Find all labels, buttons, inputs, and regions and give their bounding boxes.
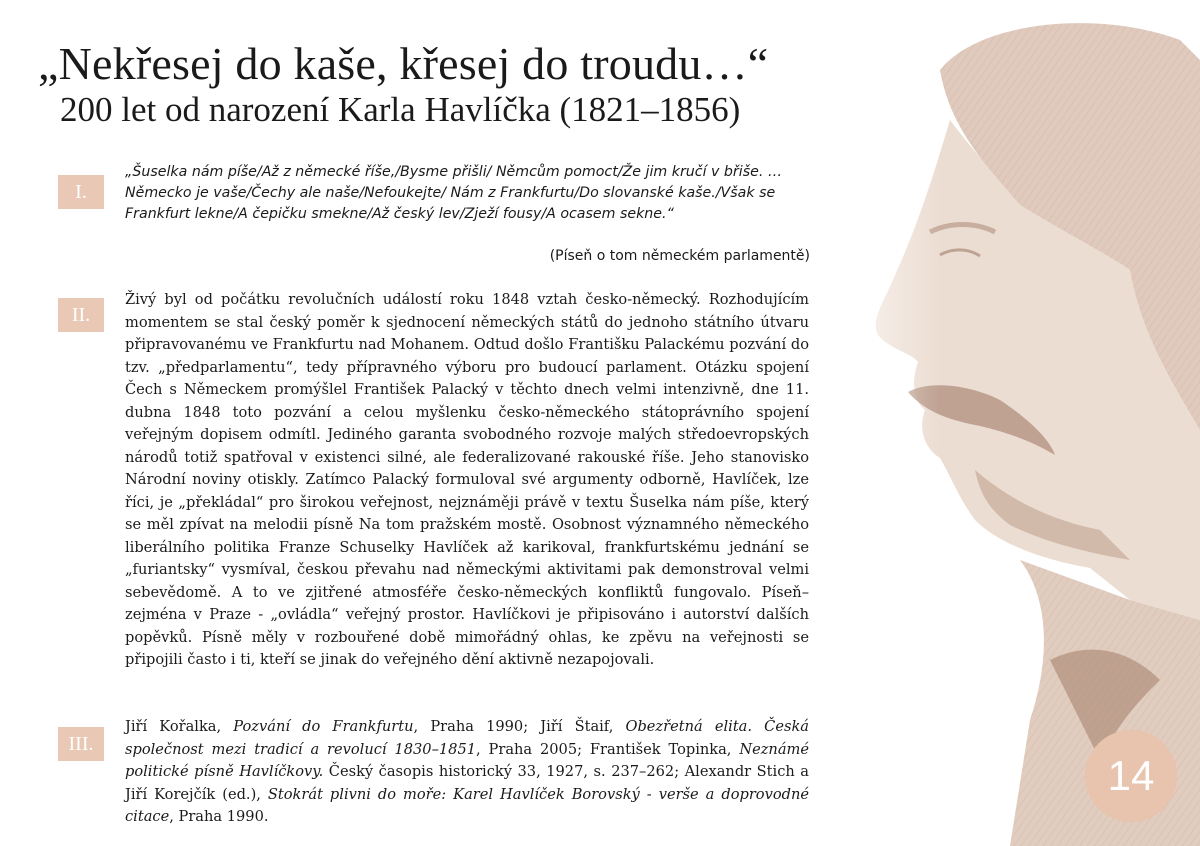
bibliography [125, 716, 809, 829]
ref-part-italic: Pozvání do Frankfurtu [233, 718, 414, 735]
section-numeral-3: III. [58, 727, 104, 761]
song-quote: „Šuselka nám píše/Až z německé říše,/Bysme přišli/ Němcům pomoct/Že jim kručí v břiše. … Německo je vaše/Čechy ale naše/Nefoukejte/ Nám z Frankfurtu/Do slovanské kaše./Však se Frankfurt lekne/A čepičku smekne/Až český lev/Zježí fousy/A ocasem sekne.“ [125, 164, 783, 222]
ref-part-italic: Stokrát plivni do moře: Karel Havlíček Borovský - verše a doprovodné citace [125, 785, 810, 825]
ref-part-italic: Obezřetná elita. Česká společnost mezi tradicí a revolucí 1830–1851 [125, 718, 810, 758]
section-numeral-1: I. [58, 175, 104, 209]
ref-part: Český časopis historický 33, 1927, s. 237–262; Alexandr Stich a Jiří Korejčík (ed.), [125, 763, 809, 803]
ref-part: Jiří Kořalka, [125, 718, 234, 735]
quote-source: (Píseň o tom německém parlamentě) [549, 248, 810, 264]
page-title: „Nekřesej do kaše, křesej do troudu…“ [38, 38, 769, 89]
ref-part: , Praha 1990; Jiří Štaif, [413, 718, 626, 735]
section-numeral-2: II. [58, 298, 104, 332]
portrait-image [800, 0, 1200, 846]
page-subtitle: 200 let od narození Karla Havlíčka (1821–1856) [60, 90, 741, 129]
ref-part: , Praha 2005; František Topinka, [476, 740, 740, 758]
ref-part: , Praha 1990. [169, 808, 269, 825]
page-number-badge: 14 [1085, 730, 1177, 822]
body-paragraph: Živý byl od počátku revolučních událostí roku 1848 vztah česko-německý. Rozhodujícím momentem se stal český poměr k sjednocení německých států do jednoho státního útvaru připravovanému ve Frankfurtu nad Mohanem. Odtud došlo Františku Palackému pozvání do tzv. „předparlamentu“, tedy přípravného výboru pro budoucí parlament. Otázku spojení Čech s Německem promýšlel František Palacký v těchto dnech velmi intenzivně, dne 11. dubna 1848 toto pozvání a celou myšlenku česko-německého státoprávního spojení veřejným dopisem odmítl. Jediného garanta svobodného rozvoje malých středoevropských národů totiž spatřoval v existenci silné, ale federalizované rakouské říše. Jeho stanovisko Národní noviny otiskly. Zatímco Palacký formuloval své argumenty odborně, Havlíček, lze říci, je „překládal“ pro širokou veřejnost, nejznáměji právě v textu Šuselka nám píše, který se měl zpívat na melodii písně Na tom pražském mostě. Osobnost významného německého liberálního politika Franze Schuselky Havlíček až karikoval, frankfurtskému jednání se „furiantsky“ vysmíval, českou převahu nad německými aktivitami pak demonstroval velmi sebevědomě. A to ve zjitřené atmosféře česko-německých konfliktů fungovalo. Píseň– zejména v Praze - „ovládla“ veřejný prostor. Havlíčkovi je připisováno i autorství dalších popěvků. Písně měly v rozbouřené době mimořádný ohlas, ke zpěvu na veřejnosti se připojili často i ti, kteří se jinak do veřejného dění aktivně nezapojovali. [125, 291, 809, 668]
ref-part-italic: Neznámé politické písně Havlíčkovy. [125, 740, 809, 780]
